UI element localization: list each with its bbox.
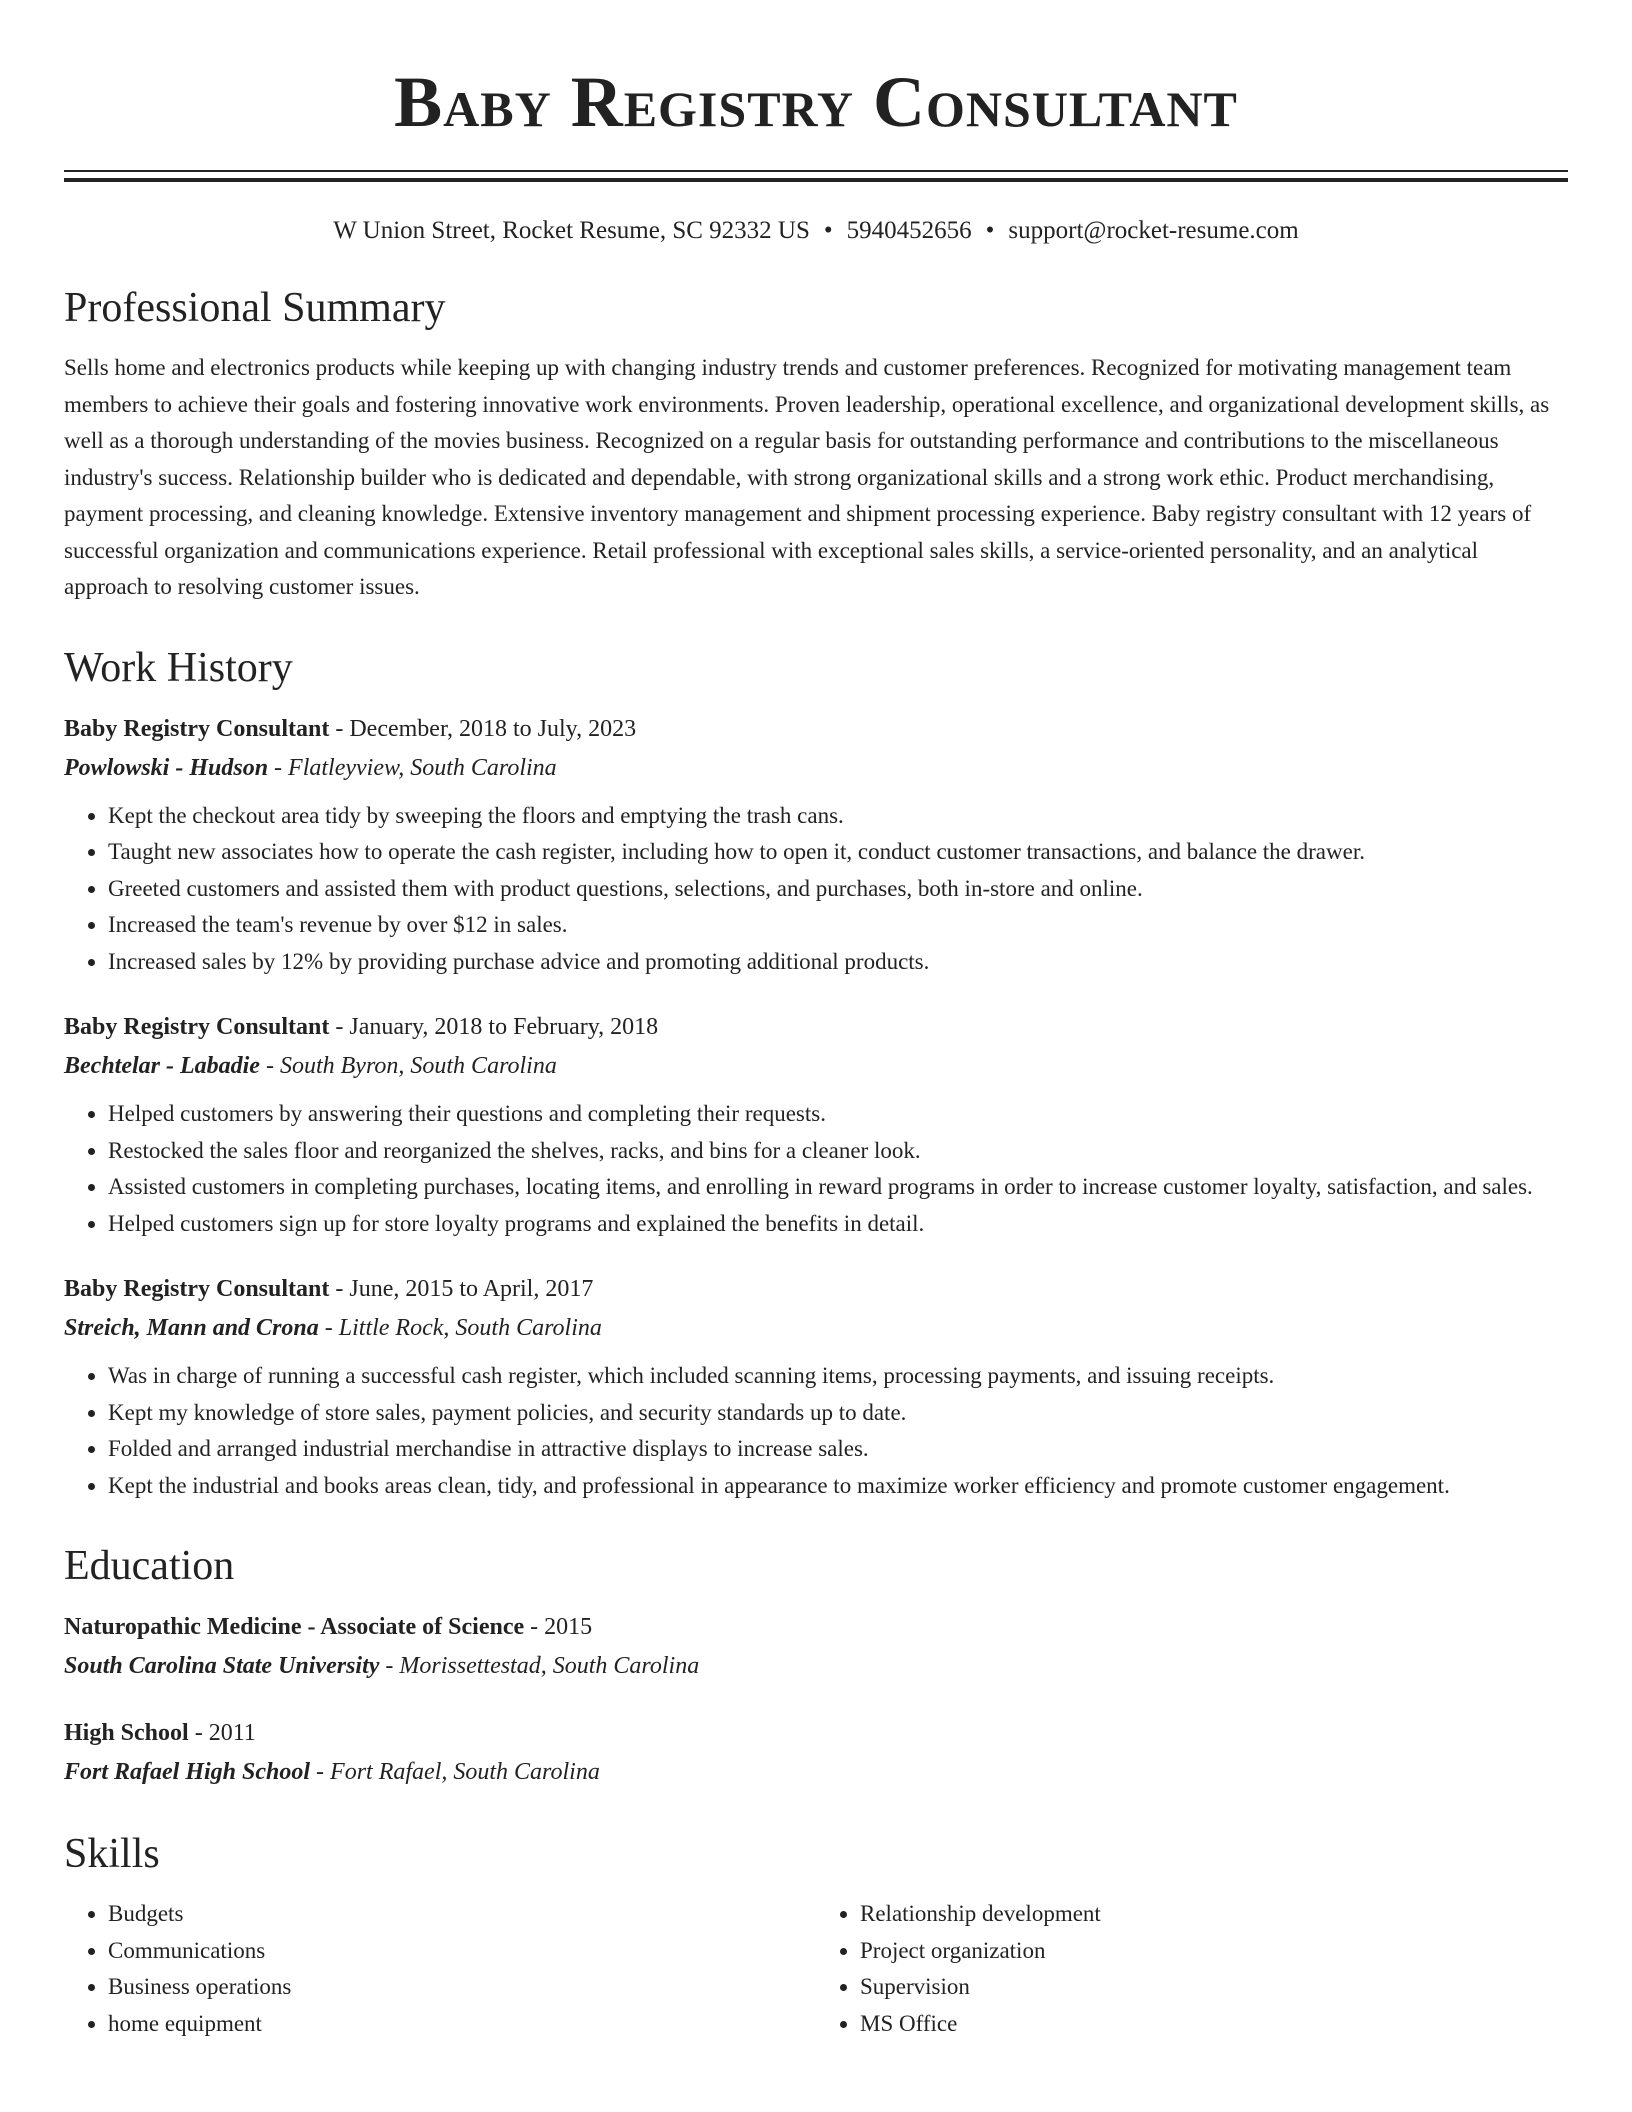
job-entry bbox=[64, 710, 1568, 981]
summary-text: Sells home and electronics products while keeping up with changing industry trends and customer preferences. Recognized for motivating management team members to achieve their goals and fostering innovative work environments. Proven leadership, operational excellence, and organizational development skills, as well as a thorough understanding of the movies business. Recognized on a regular basis for outstanding performance and contributions to the miscellaneous industry's success. Relationship builder who is dedicated and dependable, with strong organizational skills and a strong work ethic. Product merchandising, payment processing, and cleaning knowledge. Extensive inventory management and shipment processing experience. Baby registry consultant with 12 years of successful organization and communications experience. Retail professional with exceptional sales skills, a service-oriented personality, and an analytical approach to resolving customer issues. bbox=[64, 355, 1550, 599]
contact-phone: 5940452656 bbox=[846, 217, 972, 244]
degree-line bbox=[64, 1714, 1568, 1752]
job-bullets bbox=[64, 798, 1568, 981]
school-location: - Fort Rafael, South Carolina bbox=[310, 1759, 600, 1785]
job-bullet: • Assisted customers in completing purchases, locating items, and enrolling in reward programs in order to increase customer loyalty, satisfaction, and sales. bbox=[108, 1169, 1568, 1206]
skills-heading: Skills bbox=[64, 1831, 160, 1877]
job-title: Baby Registry Consultant bbox=[64, 1014, 330, 1040]
contact-email: support@rocket-resume.com bbox=[1008, 217, 1299, 244]
skills-column-left bbox=[64, 1896, 816, 2042]
skill-item: • Supervision bbox=[860, 1969, 1568, 2006]
skills-list bbox=[64, 1896, 1568, 2042]
job-bullet: • Helped customers sign up for store loyalty programs and explained the benefits in detail. bbox=[108, 1206, 1568, 1243]
job-title-line bbox=[64, 710, 1568, 748]
job-bullet: • Greeted customers and assisted them with product questions, selections, and purchases, both in-store and online. bbox=[108, 871, 1568, 908]
contact-separator: • bbox=[985, 217, 995, 244]
school-line bbox=[64, 1752, 1568, 1792]
school-name: Fort Rafael High School bbox=[64, 1759, 311, 1785]
employer-location: - South Byron, South Carolina bbox=[259, 1053, 557, 1079]
job-bullet: • Taught new associates how to operate the cash register, including how to open it, conduct customer transactions, and balance the drawer. bbox=[108, 834, 1568, 871]
job-title: Baby Registry Consultant bbox=[64, 1276, 330, 1302]
education-entry bbox=[64, 1714, 1568, 1792]
skill-item: • Budgets bbox=[108, 1896, 816, 1933]
skill-item: • Business operations bbox=[108, 1969, 816, 2006]
job-dates: - January, 2018 to February, 2018 bbox=[329, 1014, 659, 1040]
employer-line bbox=[64, 748, 1568, 788]
job-dates: - June, 2015 to April, 2017 bbox=[329, 1276, 594, 1302]
job-title: Baby Registry Consultant bbox=[64, 715, 330, 742]
resume-title: Baby Registry Consultant bbox=[394, 62, 1238, 142]
degree-name: High School bbox=[64, 1720, 189, 1746]
degree-line bbox=[64, 1608, 1568, 1646]
school-name: South Carolina State University bbox=[64, 1653, 380, 1679]
degree-name: Naturopathic Medicine - Associate of Science bbox=[64, 1614, 525, 1640]
skill-item: • home equipment bbox=[108, 2006, 816, 2043]
summary-heading: Professional Summary bbox=[64, 285, 446, 331]
job-title-line bbox=[64, 1270, 1568, 1308]
work-history-heading: Work History bbox=[64, 644, 293, 691]
employer-location: - Flatleyview, South Carolina bbox=[268, 754, 557, 781]
job-bullet: • Kept the industrial and books areas clean, tidy, and professional in appearance to maximize worker efficiency and promote customer engagement. bbox=[108, 1468, 1568, 1505]
skill-item: • MS Office bbox=[860, 2006, 1568, 2043]
title-divider bbox=[64, 170, 1568, 182]
school-line bbox=[64, 1646, 1568, 1686]
job-bullet: • Increased sales by 12% by providing purchase advice and promoting additional products. bbox=[108, 944, 1568, 981]
contact-line bbox=[64, 216, 1568, 246]
job-entry bbox=[64, 1270, 1568, 1504]
job-bullet: • Kept the checkout area tidy by sweeping the floors and emptying the trash cans. bbox=[108, 798, 1568, 835]
education-heading: Education bbox=[64, 1543, 235, 1589]
skill-item: • Project organization bbox=[860, 1933, 1568, 1970]
skill-item: • Communications bbox=[108, 1933, 816, 1970]
degree-year: - 2015 bbox=[524, 1614, 593, 1640]
employer-line bbox=[64, 1308, 1568, 1348]
job-title-line bbox=[64, 1008, 1568, 1046]
job-bullet: • Restocked the sales floor and reorganized the shelves, racks, and bins for a cleaner look. bbox=[108, 1133, 1568, 1170]
contact-separator: • bbox=[823, 217, 833, 244]
job-bullet: • Folded and arranged industrial merchandise in attractive displays to increase sales. bbox=[108, 1431, 1568, 1468]
employer-line bbox=[64, 1046, 1568, 1086]
job-bullet: • Was in charge of running a successful cash register, which included scanning items, processing payments, and issuing receipts. bbox=[108, 1358, 1568, 1395]
job-bullet: • Helped customers by answering their questions and completing their requests. bbox=[108, 1096, 1568, 1133]
contact-address: W Union Street, Rocket Resume, SC 92332 US bbox=[333, 217, 810, 244]
degree-year: - 2011 bbox=[188, 1720, 256, 1746]
job-bullet: • Kept my knowledge of store sales, payment policies, and security standards up to date. bbox=[108, 1395, 1568, 1432]
employer-location: - Little Rock, South Carolina bbox=[318, 1315, 602, 1341]
school-location: - Morissettestad, South Carolina bbox=[379, 1653, 700, 1679]
job-bullet: • Increased the team's revenue by over $12 in sales. bbox=[108, 907, 1568, 944]
job-entry bbox=[64, 1008, 1568, 1242]
job-bullets bbox=[64, 1358, 1568, 1504]
job-dates: - December, 2018 to July, 2023 bbox=[329, 715, 637, 742]
education-entry bbox=[64, 1608, 1568, 1686]
skills-column-right bbox=[816, 1896, 1568, 2042]
job-bullets bbox=[64, 1096, 1568, 1242]
employer-name: Powlowski - Hudson bbox=[64, 754, 269, 781]
skill-item: • Relationship development bbox=[860, 1896, 1568, 1933]
employer-name: Bechtelar - Labadie bbox=[64, 1053, 260, 1079]
employer-name: Streich, Mann and Crona bbox=[64, 1315, 319, 1341]
